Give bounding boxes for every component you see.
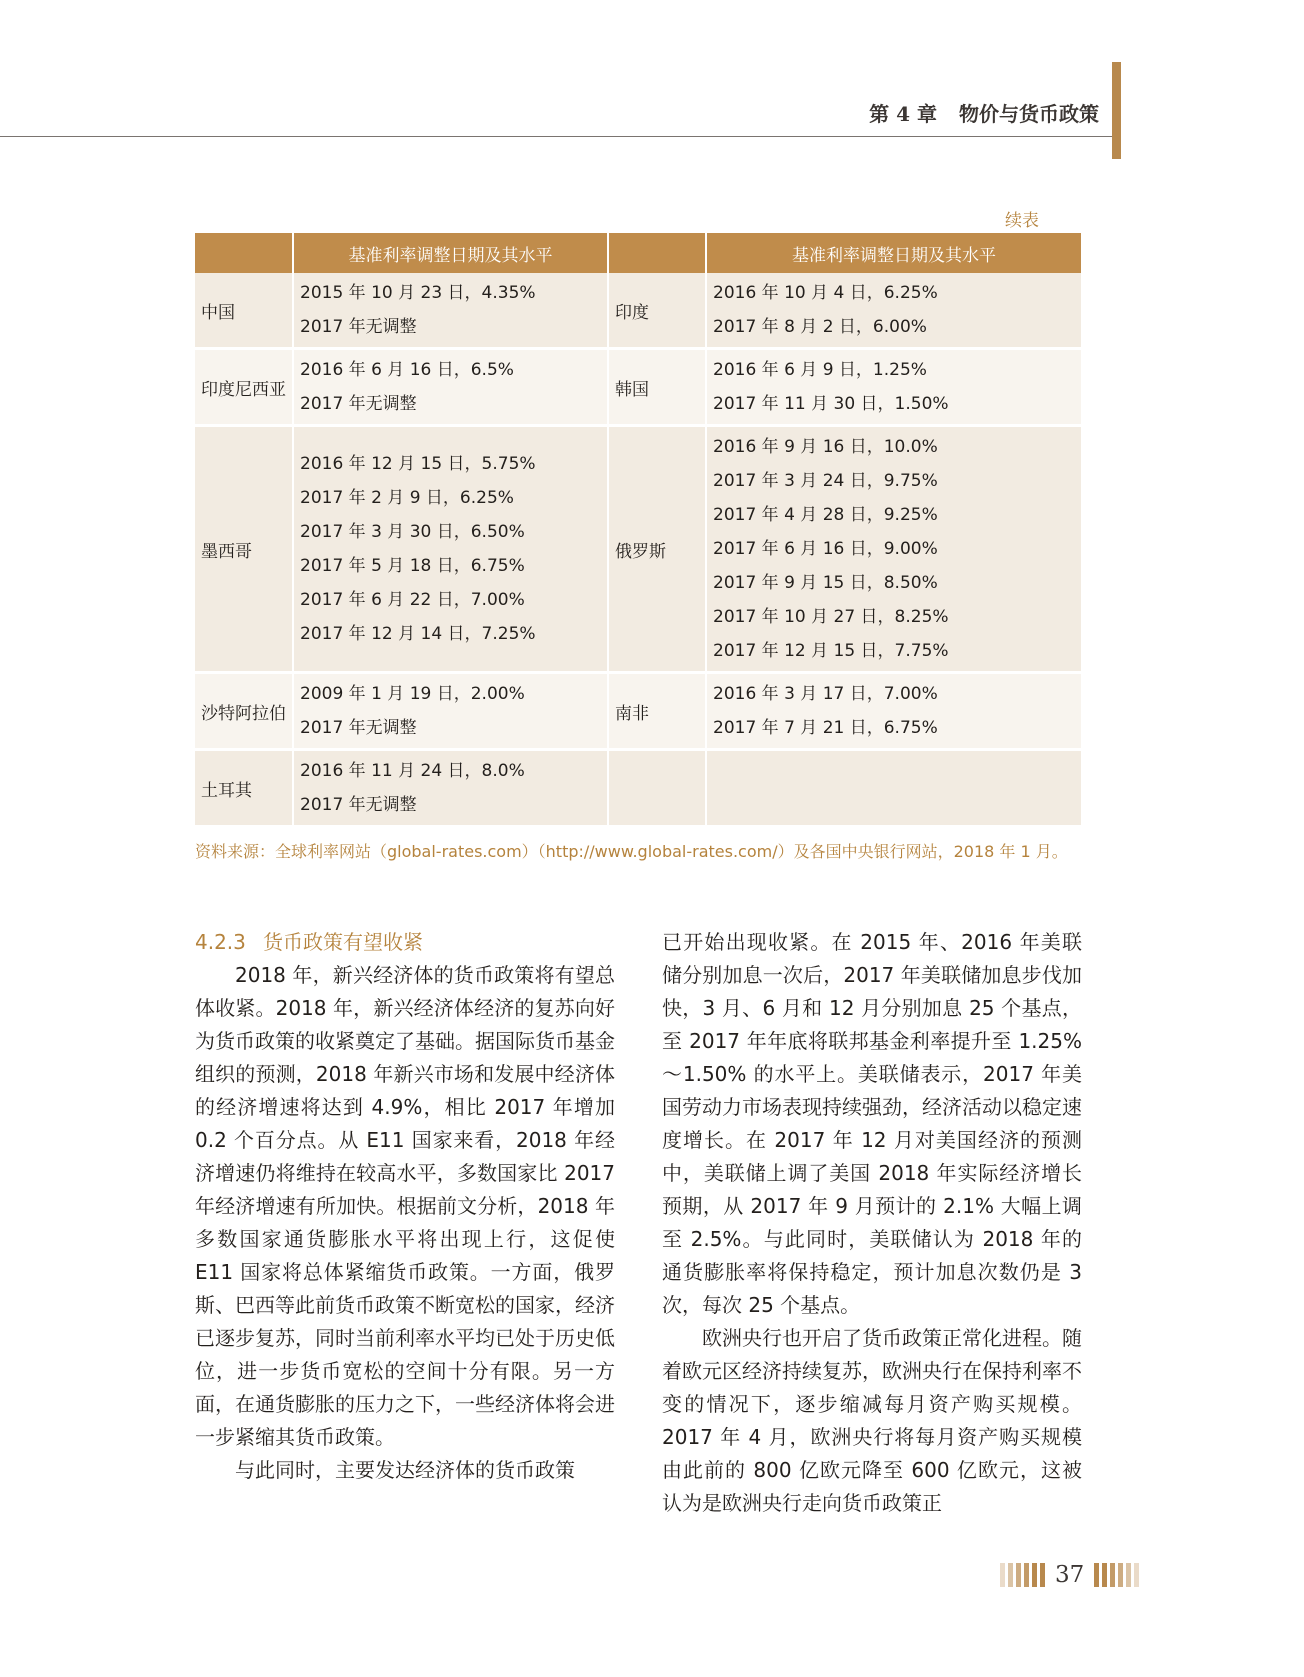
section-title: 货币政策有望收紧 xyxy=(263,930,423,954)
rate-entry: 2017 年 7 月 21 日，6.75% xyxy=(713,718,938,738)
country-cell-right xyxy=(608,426,706,673)
chapter-number: 第 4 章 xyxy=(869,102,937,126)
country-cell-left xyxy=(195,273,293,349)
table-continued-label: 续表 xyxy=(1005,211,1039,231)
interest-rate-table xyxy=(195,233,1081,828)
rate-cell-left xyxy=(293,750,608,827)
rate-entry: 2017 年 9 月 15 日，8.50% xyxy=(713,573,938,593)
rate-entry: 2016 年 3 月 17 日，7.00% xyxy=(713,684,938,704)
page-number-block xyxy=(1000,1561,1139,1589)
header-accent-bar xyxy=(1112,62,1121,159)
table-row xyxy=(195,673,1081,750)
header-rate-left: 基准利率调整日期及其水平 xyxy=(293,233,608,273)
paragraph: 已开始出现收紧。在 2015 年、2016 年美联储分别加息一次后，2017 年美联储加息步伐加快，3 月、6 月和 12 月分别加息 25 个基点，至 2017 年年底将联邦基金利率提升至 1.25%～1.50% 的水平上。美联储表示，2017 年美国劳动力市场表现持续强劲，经济活动以稳定速度增长。在 2017 年 12 月对美国经济的预测中，美联储上调了美国 2018 年实际经济增长预期，从 2017 年 9 月预计的 2.1% 大幅上调至 2.5%。与此同时，美联储认为 2018 年的通货膨胀率将保持稳定，预计加息次数仍是 3 次，每次 25 个基点。 xyxy=(662,930,1082,1317)
rate-cell-right xyxy=(706,673,1081,750)
decorative-stripes-left xyxy=(1000,1563,1045,1587)
rate-entry: 2017 年无调整 xyxy=(300,394,417,414)
rate-entry: 2009 年 1 月 19 日，2.00% xyxy=(300,684,525,704)
header-country-right xyxy=(608,233,706,273)
table-row xyxy=(195,426,1081,673)
section-heading xyxy=(195,926,615,959)
paragraph: 欧洲央行也开启了货币政策正常化进程。随着欧元区经济持续复苏，欧洲央行在保持利率不变的情况下，逐步缩减每月资产购买规模。2017 年 4 月，欧洲央行将每月资产购买规模由此前的 800 亿欧元降至 600 亿欧元，这被认为是欧洲央行走向货币政策正 xyxy=(662,1326,1082,1515)
rate-entry: 2016 年 6 月 9 日，1.25% xyxy=(713,360,927,380)
rate-cell-left xyxy=(293,673,608,750)
rate-entry: 2017 年 11 月 30 日，1.50% xyxy=(713,394,949,414)
rate-entry: 2017 年无调整 xyxy=(300,317,417,337)
country-name: 墨西哥 xyxy=(201,541,252,562)
rate-entry: 2016 年 6 月 16 日，6.5% xyxy=(300,360,514,380)
table-header-row xyxy=(195,233,1081,273)
rate-entry: 2016 年 9 月 16 日，10.0% xyxy=(713,437,938,457)
rate-entry: 2017 年 8 月 2 日，6.00% xyxy=(713,317,927,337)
country-name: 土耳其 xyxy=(201,780,252,801)
country-name: 中国 xyxy=(201,302,235,323)
country-cell-left xyxy=(195,426,293,673)
country-cell-right xyxy=(608,349,706,426)
rate-cell-right xyxy=(706,349,1081,426)
rate-entry: 2017 年无调整 xyxy=(300,795,417,815)
country-cell-right xyxy=(608,750,706,827)
paragraph: 与此同时，主要发达经济体的货币政策 xyxy=(235,1458,575,1482)
table-row xyxy=(195,750,1081,827)
rate-entry: 2016 年 12 月 15 日，5.75% xyxy=(300,454,536,474)
country-cell-left xyxy=(195,349,293,426)
header-rate-right: 基准利率调整日期及其水平 xyxy=(706,233,1081,273)
decorative-stripes-right xyxy=(1094,1563,1139,1587)
country-name: 俄罗斯 xyxy=(615,541,666,562)
running-header xyxy=(869,98,1099,127)
text-column-left xyxy=(195,926,615,1487)
chapter-title: 物价与货币政策 xyxy=(959,102,1099,126)
country-cell-right xyxy=(608,673,706,750)
rate-entry: 2017 年 10 月 27 日，8.25% xyxy=(713,607,949,627)
table-source-note: 资料来源：全球利率网站（global-rates.com）（http://www.global-rates.com/）及各国中央银行网站，2018 年 1 月。 xyxy=(195,842,1068,861)
section-number: 4.2.3 xyxy=(195,930,246,954)
rate-entry: 2015 年 10 月 23 日，4.35% xyxy=(300,283,536,303)
rate-cell-right xyxy=(706,750,1081,827)
rate-entry: 2017 年 4 月 28 日，9.25% xyxy=(713,505,938,525)
rate-cell-left xyxy=(293,426,608,673)
header-rule xyxy=(0,136,1112,137)
rate-entry: 2017 年 3 月 24 日，9.75% xyxy=(713,471,938,491)
rate-cell-left xyxy=(293,349,608,426)
rate-cell-left xyxy=(293,273,608,349)
country-cell-right xyxy=(608,273,706,349)
rate-entry: 2016 年 11 月 24 日，8.0% xyxy=(300,761,525,781)
country-name: 南非 xyxy=(615,703,649,724)
country-cell-left xyxy=(195,750,293,827)
country-name: 印度尼西亚 xyxy=(201,379,286,400)
rate-entry: 2017 年 6 月 16 日，9.00% xyxy=(713,539,938,559)
rate-entry: 2017 年 12 月 15 日，7.75% xyxy=(713,641,949,661)
rate-entry: 2017 年 3 月 30 日，6.50% xyxy=(300,522,525,542)
rate-entry: 2017 年 2 月 9 日，6.25% xyxy=(300,488,514,508)
header-country-left xyxy=(195,233,293,273)
country-name: 印度 xyxy=(615,302,649,323)
country-cell-left xyxy=(195,673,293,750)
table-row xyxy=(195,273,1081,349)
rate-cell-right xyxy=(706,426,1081,673)
rate-entry: 2017 年 12 月 14 日，7.25% xyxy=(300,624,536,644)
rate-entry: 2017 年无调整 xyxy=(300,718,417,738)
rate-entry: 2017 年 6 月 22 日，7.00% xyxy=(300,590,525,610)
page-number: 37 xyxy=(1055,1562,1085,1588)
rate-entry: 2016 年 10 月 4 日，6.25% xyxy=(713,283,938,303)
table-row xyxy=(195,349,1081,426)
paragraph: 2018 年，新兴经济体的货币政策将有望总体收紧。2018 年，新兴经济体经济的复苏向好为货币政策的收紧奠定了基础。据国际货币基金组织的预测，2018 年新兴市场和发展中经济体的经济增速将达到 4.9%，相比 2017 年增加 0.2 个百分点。从 E11 国家来看，2018 年经济增速仍将维持在较高水平，多数国家比 2017 年经济增速有所加快。根据前文分析，2018 年多数国家通货膨胀水平将出现上行，这促使 E11 国家将总体紧缩货币政策。一方面，俄罗斯、巴西等此前货币政策不断宽松的国家，经济已逐步复苏，同时当前利率水平均已处于历史低位，进一步货币宽松的空间十分有限。另一方面，在通货膨胀的压力之下，一些经济体将会进一步紧缩其货币政策。 xyxy=(195,963,615,1449)
rate-entry: 2017 年 5 月 18 日，6.75% xyxy=(300,556,525,576)
country-name: 韩国 xyxy=(615,379,649,400)
rate-cell-right xyxy=(706,273,1081,349)
text-column-right xyxy=(662,926,1082,1520)
country-name: 沙特阿拉伯 xyxy=(201,703,286,724)
